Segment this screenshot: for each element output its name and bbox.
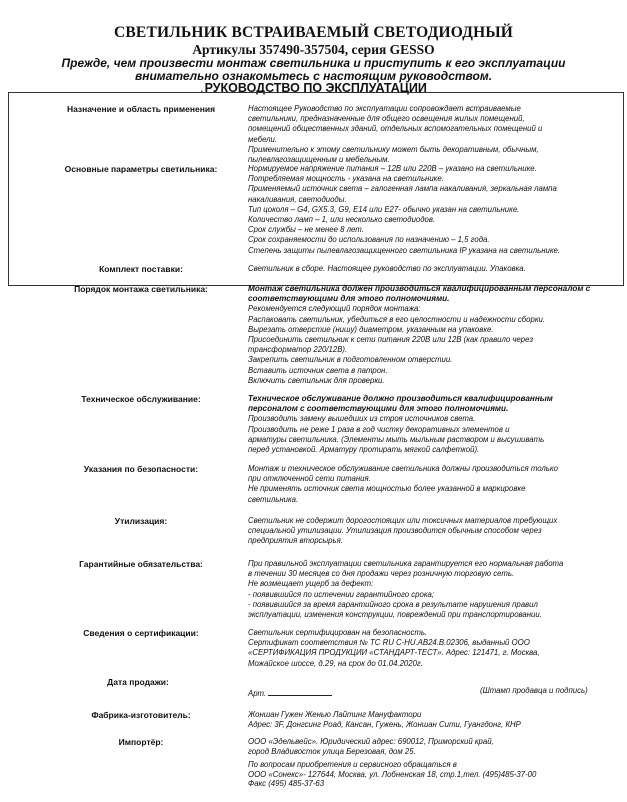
body-line: при отключенной сети питания.: [248, 474, 371, 484]
body-line: Производить не реже 1 раза в год чистку декоративных элементов и: [248, 424, 510, 434]
body-line: «СЕРТИФИКАЦИЯ ПРОДУКЦИИ «СТАНДАРТ-ТЕСТ». Адрес: 121471, г. Москва,: [248, 648, 540, 658]
body-line: Можайское шоссе, д.29, на срок до 01.04.2020г.: [248, 658, 423, 668]
intro-warning: [0, 57, 627, 83]
body-line: Рекомендуется следующий порядок монтажа:: [248, 304, 421, 314]
section-label: Основные параметры светильника:: [64, 164, 218, 174]
body-line: Применяемый источник света – галогенная лампа накаливания, зеркальная лампа: [248, 184, 557, 194]
body-line: По вопросам приобретения и сервисного обращаться в: [248, 760, 457, 770]
section-body: [248, 464, 613, 505]
body-line: Нормируемое напряжение питания – 12В или 220В – указано на светильнике.: [248, 164, 537, 173]
body-line: Не возмещает ущерб за дефект:: [248, 579, 374, 589]
product-articles: Артикулы 357490-357504, серия GESSO: [192, 42, 435, 57]
section-body: [248, 164, 613, 256]
body-line: Распаковать светильник, убедиться в его целостности и надежности сборки.: [248, 314, 545, 324]
section-body: [248, 394, 613, 455]
body-line: мебели.: [248, 134, 278, 144]
section-body: [248, 516, 613, 547]
body-bold-line: Техническое обслуживание должно производиться квалифицированным: [248, 394, 553, 403]
section-body: [248, 104, 613, 165]
body-line: Закрепить светильник в подготовленном отверстии.: [248, 355, 453, 365]
body-line: Присоединить светильник к сети питания 220В или 12В (как правило через: [248, 335, 533, 345]
body-line: - появившийся за время гарантийного срока в результате нарушения правил: [248, 599, 538, 609]
body-line: Вставить источник света в патрон.: [248, 365, 388, 375]
section-label: Комплект поставки:: [99, 264, 183, 274]
manual-prefix: .: [200, 81, 204, 95]
body-line: Светильник сертифицирован на безопасность.: [248, 628, 428, 637]
seller-stamp-note: (Штамп продавца и подпись): [480, 686, 588, 695]
body-line: Потребляемая мощность - указана на светильнике.: [248, 174, 444, 184]
body-line: накаливания, светодиоды.: [248, 194, 347, 204]
section-body: [248, 710, 613, 730]
body-line: Монтаж и техническое обслуживание светильника должны производиться только: [248, 464, 558, 473]
section-label: Утилизация:: [114, 516, 168, 526]
section-label: Сведения о сертификации:: [83, 628, 199, 638]
section-body: [248, 628, 613, 669]
body-line: пылевлагозащищенным и мебельным.: [248, 155, 390, 165]
body-line: ООО «Сонекс»- 127644, Москва, ул. Лобненская 18, стр.1,тел. (495)485-37-00: [248, 769, 537, 779]
body-line: Светильник в сборе. Настоящее руководство по эксплуатации. Упаковка.: [248, 264, 526, 273]
body-line: Не применять источник света мощностью более указанной в маркировке: [248, 484, 526, 494]
body-line: При правильной эксплуатации светильника гарантируется его нормальная работа: [248, 559, 564, 568]
section-label: Фабрика-изготовитель:: [91, 710, 191, 720]
section-label: Назначение и область применения: [66, 104, 216, 114]
body-bold-line: персоналом с соответствующими для этого полномочиями.: [248, 404, 509, 414]
section-body: [248, 737, 613, 789]
section-body: [248, 264, 613, 274]
body-line: специальной утилизации. Утилизация производится обычным способом через: [248, 526, 542, 536]
body-line: Срок службы – не менее 8 лет.: [248, 225, 364, 235]
section-label: Дата продажи:: [107, 677, 169, 687]
body-line: Применительно к этому светильнику может быть декоративным, обычным,: [248, 144, 539, 154]
body-line: Производить замену вышедших из строя источников света.: [248, 414, 476, 424]
section-label: Гарантийные обязательства:: [79, 559, 203, 569]
section-label: Техническое обслуживание:: [81, 394, 201, 404]
body-line: Светильник не содержит дорогостоящих или токсичных материалов требующих: [248, 516, 558, 525]
body-line: Сертификат соответствия № ТС RU C-HU.AB24.B.02306, выданный ООО: [248, 638, 530, 648]
section-body: [248, 559, 613, 620]
body-line: Степень защиты пылевлагозащищенного светильника IP указана на светильнике.: [248, 245, 561, 255]
body-line: Срок сохраняемости до использования по назначению – 1,5 года.: [248, 235, 490, 245]
body-line: Включить светильник для проверки.: [248, 375, 385, 385]
body-line: ООО «Эдельвейс». Юридический адрес: 690012, Приморский край,: [248, 737, 494, 746]
manual-title: РУКОВОДСТВО ПО ЭКСПЛУАТАЦИИ: [204, 81, 427, 95]
body-line: светильники, предназначенные для общего освещения жилых помещений,: [248, 114, 525, 124]
body-line: - появившийся по истечении гарантийного срока;: [248, 589, 435, 599]
body-line: в течении 30 месяцев со дня продажи через розничную торговую сеть.: [248, 569, 515, 579]
section-label: Указания по безопасности:: [83, 464, 199, 474]
body-line: Тип цоколя – G4, GX5.3, G9, E14 или E27- обычно указан на светильнике.: [248, 204, 520, 214]
body-line: перед установкой. Арматуру протирать мягкой салфеткой).: [248, 445, 480, 455]
product-title: СВЕТИЛЬНИК ВСТРАИВАЕМЫЙ СВЕТОДИОДНЫЙ: [113, 24, 514, 41]
section-label: Импортёр:: [118, 737, 164, 747]
body-bold-line: соответствующими для этого полномочиями.: [248, 294, 450, 304]
article-label: Арт.: [248, 689, 267, 698]
body-line: Вырезать отверстие (нишу) диаметром, указанным на упаковке.: [248, 324, 494, 334]
body-line: помещений общественных зданий, отдельных вспомогательных помещений и: [248, 124, 543, 134]
body-line: эксплуатации, изменения конструкции, повреждений при транспортировании.: [248, 610, 542, 620]
body-line: город Владивосток улица Березовая, дом 25.: [248, 746, 416, 756]
article-blank-line: [268, 686, 332, 696]
section-label: Порядок монтажа светильника:: [74, 284, 208, 294]
intro-line-1: Прежде, чем произвести монтаж светильника и приступить к его эксплуатации: [61, 56, 566, 70]
section-body: [248, 284, 613, 386]
body-bold-line: Монтаж светильника должен производиться квалифицированным персоналом с: [248, 284, 591, 293]
body-line: Настоящее Руководство по эксплуатации сопровождает встраиваемые: [248, 104, 521, 113]
body-line: Факс (495) 485-37-63: [248, 779, 325, 789]
body-line: светильника.: [248, 494, 299, 504]
body-line: трансформатор 220/12В).: [248, 345, 348, 355]
body-line: предприятия вторсырья.: [248, 536, 343, 546]
body-line: арматуры светильника. (Элементы мыть мыльным раствором и высушивать: [248, 434, 545, 444]
body-line: Адрес: 3F, Донгсинг Роад, Кансан, Гужень, Жоншан Сити, Гуангдонг, КНР: [248, 720, 521, 730]
body-line: Количество ламп – 1, или несколько светодиодов.: [248, 215, 436, 225]
intro-line-2: внимательно ознакомьтесь с настоящим руководством.: [134, 69, 493, 83]
body-line: Жоншан Гужен Женью Лайтинг Мануфактори: [248, 710, 422, 719]
